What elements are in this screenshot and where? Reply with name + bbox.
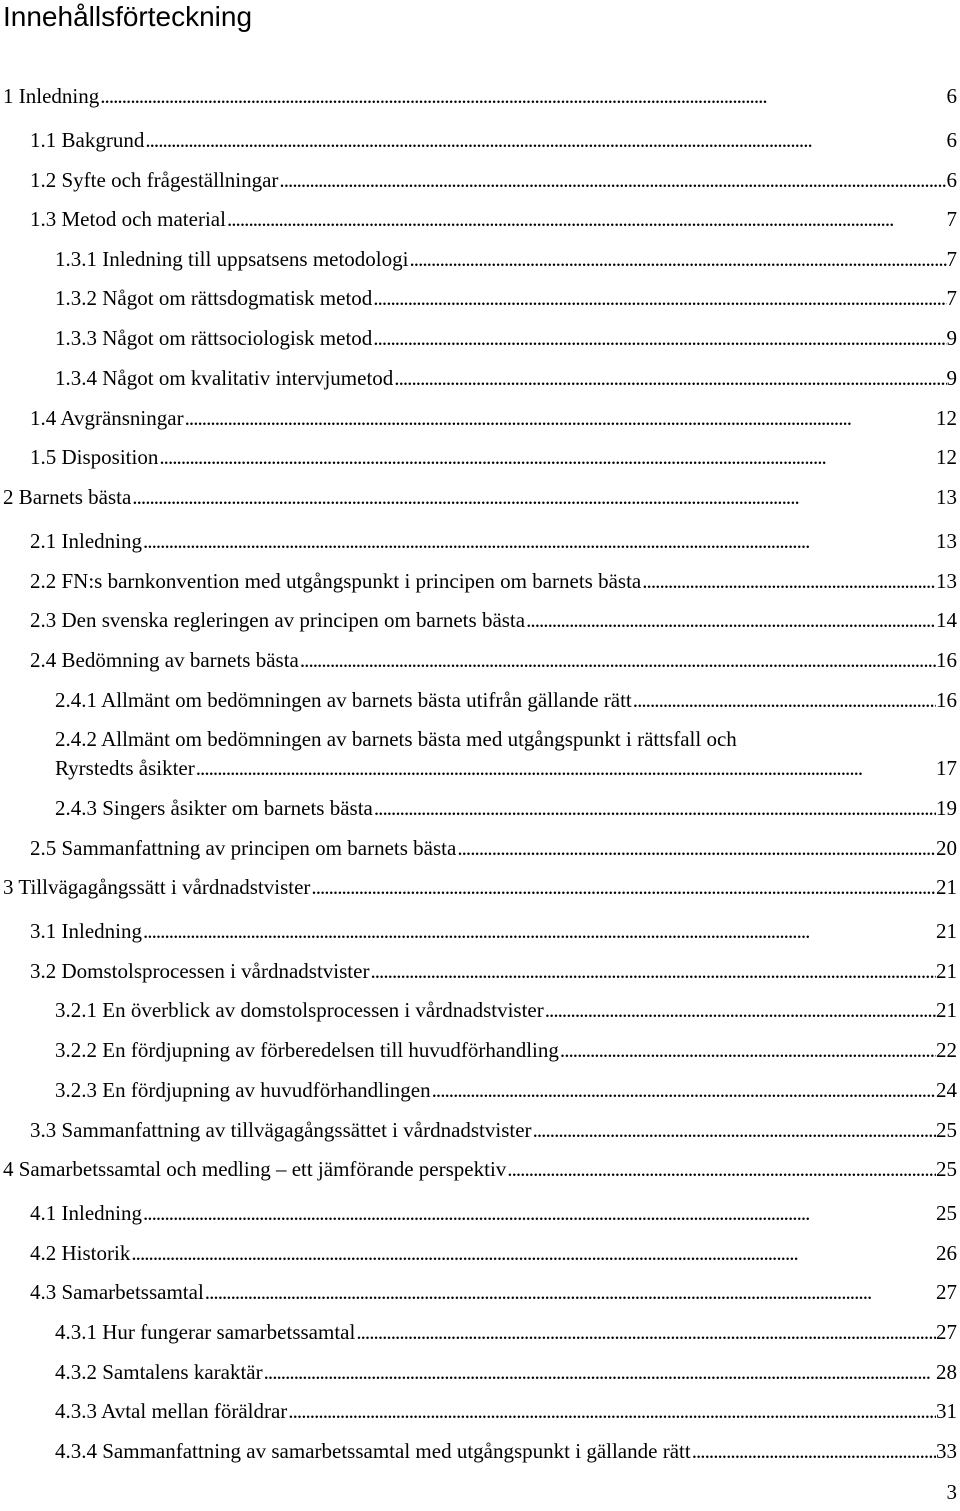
toc-entry-label: 3 Tillvägagångssätt i vårdnadstvister	[3, 875, 311, 899]
dot-leader	[373, 794, 936, 823]
dot-leader	[559, 1036, 936, 1065]
toc-entry-page: 16	[936, 688, 957, 712]
dot-leader	[641, 567, 936, 596]
dot-leader	[263, 1358, 936, 1387]
toc-entry-label: 2.4.2 Allmänt om bedömningen av barnets bästa med utgångspunkt i rättsfall och	[55, 727, 737, 751]
dot-leader	[142, 527, 936, 556]
toc-title: Innehållsförteckning	[3, 1, 253, 32]
toc-entry-label: 2.2 FN:s barnkonvention med utgångspunkt i principen om barnets bästa	[30, 569, 642, 593]
toc-entry-page: 31	[936, 1399, 957, 1423]
toc-entry-page: 21	[936, 875, 957, 899]
dot-leader	[195, 754, 936, 783]
page-number: 3	[946, 1480, 957, 1504]
dot-leader	[408, 245, 946, 274]
toc-entry-label: 1.2 Syfte och frågeställningar	[30, 168, 279, 192]
dot-leader	[369, 957, 936, 986]
dot-leader	[310, 873, 936, 902]
dot-leader	[130, 1239, 936, 1268]
toc-entry-page: 7	[946, 207, 957, 231]
dot-leader	[226, 205, 947, 234]
dot-leader	[158, 443, 936, 472]
toc-entry-page: 13	[936, 569, 957, 593]
dot-leader	[525, 606, 936, 635]
toc-entry-label: 4.3.4 Sammanfattning av samarbetssamtal med utgångspunkt i gällande rätt	[55, 1439, 691, 1463]
toc-entry-page: 16	[936, 648, 957, 672]
dot-leader	[278, 166, 946, 195]
toc-entry-page: 19	[936, 796, 957, 820]
toc-entry-label: 4.1 Inledning	[30, 1201, 142, 1225]
toc-entry-page: 21	[936, 919, 957, 943]
toc-entry-label: 4.3.1 Hur fungerar samarbetssamtal	[55, 1320, 356, 1344]
toc-entry-page: 21	[936, 959, 957, 983]
dot-leader	[99, 82, 946, 111]
toc-entry-page: 12	[936, 406, 957, 430]
toc-entry-page: 7	[946, 286, 957, 310]
dot-leader	[142, 917, 936, 946]
toc-entry-page: 28	[936, 1360, 957, 1384]
toc-entry-label: 1.3.2 Något om rättsdogmatisk metod	[55, 286, 373, 310]
dot-leader	[372, 284, 946, 313]
toc-entry-label: 1.3.4 Något om kvalitativ intervjumetod	[55, 366, 394, 390]
toc-entry-label: 3.2.2 En fördjupning av förberedelsen till huvudförhandling	[55, 1038, 559, 1062]
toc-entry-page: 24	[936, 1078, 957, 1102]
toc-entry-label: 3.2.3 En fördjupning av huvudförhandlingen	[55, 1078, 431, 1102]
toc-entry-page: 7	[946, 247, 957, 271]
toc-entry-label: 2.3 Den svenska regleringen av principen om barnets bästa	[30, 608, 526, 632]
toc-entry-page: 22	[936, 1038, 957, 1062]
dot-leader	[632, 686, 936, 715]
toc-entry-page: 20	[936, 836, 957, 860]
dot-leader	[144, 126, 946, 155]
dot-leader	[204, 1278, 936, 1307]
dot-leader	[287, 1397, 936, 1426]
toc-entry-label: 4.3 Samarbetssamtal	[30, 1280, 204, 1304]
toc-entry-page: 13	[936, 485, 957, 509]
toc-entry-page: 25	[936, 1201, 957, 1225]
toc-entry-page: 25	[936, 1157, 957, 1181]
toc-entry-label: 3.2.1 En överblick av domstolsprocessen i vårdnadstvister	[55, 998, 544, 1022]
dot-leader	[691, 1437, 936, 1466]
toc-entry-label: 1.3.1 Inledning till uppsatsens metodologi	[55, 247, 409, 271]
dot-leader	[532, 1116, 936, 1145]
toc-entry-page: 26	[936, 1241, 957, 1265]
toc-entry-page: 6	[946, 84, 957, 108]
toc-entry-page: 6	[946, 168, 957, 192]
toc-entry-label: 3.3 Sammanfattning av tillvägagångssättet i vårdnadstvister	[30, 1118, 532, 1142]
toc-entry-label: 2.5 Sammanfattning av principen om barnets bästa	[30, 836, 457, 860]
toc-entry-page: 12	[936, 445, 957, 469]
toc-entry-label: 3.1 Inledning	[30, 919, 142, 943]
dot-leader	[431, 1076, 936, 1105]
toc-entry-page: 9	[946, 366, 957, 390]
toc-entry-label: 4.2 Historik	[30, 1241, 131, 1265]
toc-entry-label: 3.2 Domstolsprocessen i vårdnadstvister	[30, 959, 370, 983]
toc-entry-label: 4.3.2 Samtalens karaktär	[55, 1360, 263, 1384]
toc-entry-label-continuation: Ryrstedts åsikter	[55, 756, 195, 780]
toc-entry-page: 6	[946, 128, 957, 152]
toc-entry-label: 4.3.3 Avtal mellan föräldrar	[55, 1399, 288, 1423]
toc-entry-label: 2 Barnets bästa	[3, 485, 132, 509]
toc-entry-page: 27	[936, 1280, 957, 1304]
dot-leader	[299, 646, 936, 675]
toc-entry-label: 1 Inledning	[3, 84, 100, 108]
toc-entry-label: 2.4.3 Singers åsikter om barnets bästa	[55, 796, 373, 820]
dot-leader	[142, 1199, 936, 1228]
dot-leader	[506, 1155, 936, 1184]
dot-leader	[393, 364, 946, 393]
toc-entry-label: 1.4 Avgränsningar	[30, 406, 184, 430]
toc-entry-label: 2.4.1 Allmänt om bedömningen av barnets bästa utifrån gällande rätt	[55, 688, 632, 712]
toc-entry-label: 1.3 Metod och material	[30, 207, 226, 231]
toc-entry-page: 9	[946, 326, 957, 350]
toc-entry-label: 1.5 Disposition	[30, 445, 159, 469]
dot-leader	[355, 1318, 936, 1347]
toc-entry-page: 13	[936, 529, 957, 553]
dot-leader	[372, 324, 946, 353]
toc-entry-label: 4 Samarbetssamtal och medling – ett jämförande perspektiv	[3, 1157, 507, 1181]
toc-entry-label: 2.1 Inledning	[30, 529, 142, 553]
dot-leader	[131, 483, 936, 512]
toc-entry-page: 27	[936, 1320, 957, 1344]
dot-leader	[184, 404, 936, 433]
toc-entry-label: 2.4 Bedömning av barnets bästa	[30, 648, 299, 672]
dot-leader	[456, 834, 936, 863]
toc-entry-page: 21	[936, 998, 957, 1022]
toc-entry-page: 33	[936, 1439, 957, 1463]
toc-entry-page: 17	[936, 756, 957, 780]
toc-entry-page: 25	[936, 1118, 957, 1142]
dot-leader	[544, 996, 936, 1025]
toc-entry-label: 1.1 Bakgrund	[30, 128, 145, 152]
toc-entry-page: 14	[936, 608, 957, 632]
toc-entry-label: 1.3.3 Något om rättsociologisk metod	[55, 326, 373, 350]
